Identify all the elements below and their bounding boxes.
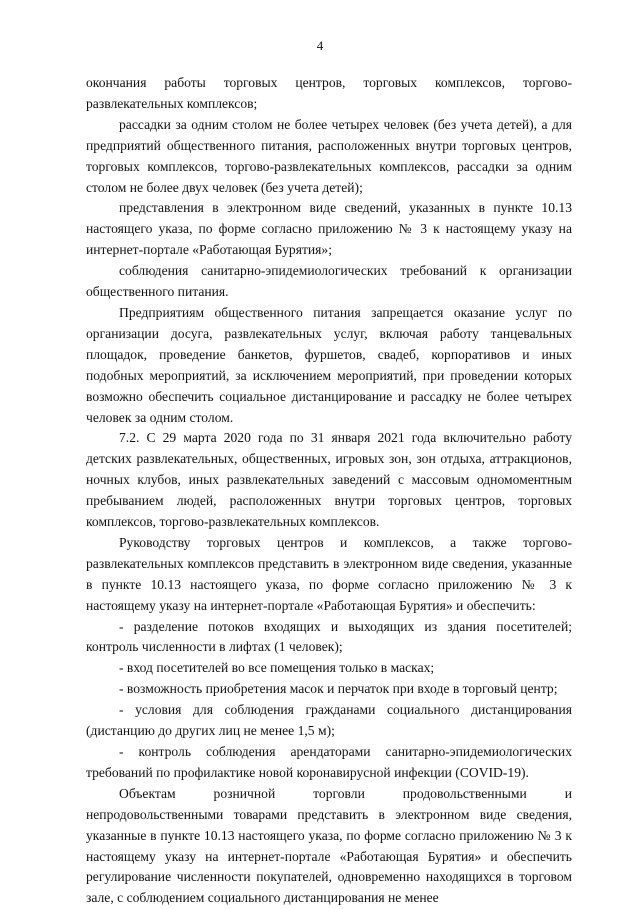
- paragraph: Объектам розничной торговли продовольственными и непродовольственными товарами представить в электронном виде сведения, указанные в пункте 10.13 настоящего указа, по форме согласно приложению № 3 к настоящему указу на интернет-портале «Работающая Бурятия» и обеспечить регулирование численности покупателей, одновременно находящихся в торговом зале, с соблюдением социального дистанцирования не менее: [86, 785, 572, 906]
- paragraph: Предприятиям общественного питания запрещается оказание услуг по организации досуга, развлекательных услуг, включая работу танцевальных площадок, проведение банкетов, фуршетов, свадеб, корпоративов и иных подобных мероприятий, за исключением мероприятий, при проведении которых возможно обеспечить социальное дистанцирование и рассадку не более четырех человек за одним столом.: [86, 304, 572, 425]
- document-body: [86, 73, 572, 909]
- paragraph: представления в электронном виде сведений, указанных в пункте 10.13 настоящего указа, по форме согласно приложению № 3 к настоящему указу на интернет-портале «Работающая Бурятия»;: [86, 200, 572, 258]
- list-item: - контроль соблюдения арендаторами санитарно-эпидемиологических требований по профилактике новой коронавирусной инфекции (COVID-19).: [86, 744, 572, 780]
- paragraph: соблюдения санитарно-эпидемиологических требований к организации общественного питания.: [86, 263, 572, 300]
- list-item: - возможность приобретения масок и перчаток при входе в торговый центр;: [119, 681, 558, 697]
- paragraph: 7.2. С 29 марта 2020 года по 31 января 2021 года включительно работу детских развлекательных, общественных, игровых зон, зон отдыха, аттракционов, ночных клубов, иных развлекательных заведений с массовым одномоментным пребыванием людей, расположенных внутри торговых центров, торговых комплексов, торгово-развлекательных комплексов.: [86, 430, 572, 530]
- list-item: - разделение потоков входящих и выходящих из здания посетителей; контроль численности в лифтах (1 человек);: [86, 618, 572, 655]
- list-item: - условия для соблюдения гражданами социального дистанцирования (дистанцию до других лиц не менее 1,5 м);: [86, 702, 572, 739]
- paragraph: рассадки за одним столом не более четырех человек (без учета детей), а для предприятий общественного питания, расположенных внутри торговых центров, торговых комплексов, торгово-развлекательных комплексов, рассадки за одним столом не более двух человек (без учета детей);: [86, 116, 572, 195]
- list-item: - вход посетителей во все помещения только в масках;: [119, 660, 435, 676]
- paragraph: Руководству торговых центров и комплексов, а также торгово-развлекательных комплексов представить в электронном виде сведения, указанные в пункте 10.13 настоящего указа, по форме согласно приложению № 3 к настоящему указу на интернет-портале «Работающая Бурятия» и обеспечить:: [86, 534, 572, 613]
- paragraph: окончания работы торговых центров, торговых комплексов, торгово-развлекательных комплексов;: [86, 75, 572, 111]
- page-number: 4: [316, 38, 324, 53]
